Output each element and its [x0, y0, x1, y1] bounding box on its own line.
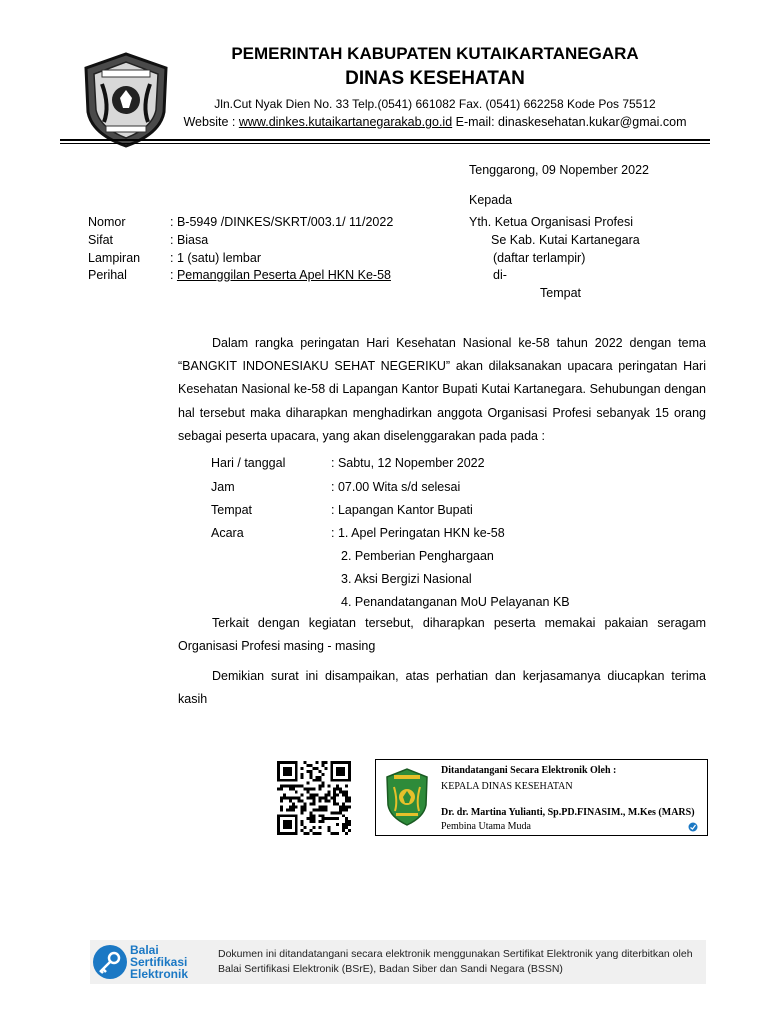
signature-rank: Pembina Utama Muda	[441, 821, 531, 832]
detail-value-acara: : 1. Apel Peringatan HKN ke-58	[331, 526, 505, 540]
recipient-line: Yth. Ketua Organisasi Profesi	[469, 215, 633, 229]
acara-item: 3. Aksi Bergizi Nasional	[341, 572, 472, 586]
detail-label-acara: Acara	[211, 526, 244, 540]
footer-notice-line: Balai Sertifikasi Elektronik (BSrE), Badan Siber dan Sandi Negara (BSSN)	[218, 963, 563, 975]
meta-label-perihal: Perihal	[88, 268, 127, 282]
paragraph-1-line: sebagai peserta upacara, yang akan diselenggarakan pada pada :	[178, 429, 545, 443]
website-label: Website :	[183, 115, 239, 129]
letterhead-address: Jln.Cut Nyak Dien No. 33 Telp.(0541) 661082 Fax. (0541) 662258 Kode Pos 75512	[214, 97, 656, 111]
meta-value-perihal	[170, 268, 391, 282]
signature-position: KEPALA DINAS KESEHATAN	[441, 781, 573, 792]
paragraph-1-line: Dalam rangka peringatan Hari Kesehatan Nasional ke-58 tahun 2022 dengan tema	[212, 336, 706, 350]
detail-value-hari: : Sabtu, 12 Nopember 2022	[331, 456, 485, 470]
detail-label-hari: Hari / tanggal	[211, 456, 286, 470]
meta-label-sifat: Sifat	[88, 233, 114, 247]
meta-value-sifat: : Biasa	[170, 233, 209, 247]
bsre-brand-line: Balai	[130, 943, 159, 957]
bsre-brand-line: Sertifikasi	[130, 955, 188, 969]
meta-value-nomor: : B-5949 /DINKES/SKRT/003.1/ 11/2022	[170, 215, 394, 229]
detail-label-jam: Jam	[211, 480, 235, 494]
paragraph-1-line: “BANGKIT INDONESIAKU SEHAT NEGERIKU” akan dilaksanakan upacara peringatan Hari	[178, 359, 706, 373]
subject-text: Pemanggilan Peserta Apel HKN Ke-58	[176, 268, 391, 282]
recipient-kepada: Kepada	[469, 193, 513, 207]
recipient-line: di-	[493, 268, 507, 282]
paragraph-3-line: kasih	[178, 692, 208, 706]
date-line: Tenggarong, 09 Nopember 2022	[469, 163, 649, 177]
website-link[interactable]: www.dinkes.kutaikartanegarakab.go.id	[238, 115, 453, 129]
detail-label-tempat: Tempat	[211, 503, 252, 517]
qr-code-icon	[274, 761, 354, 835]
paragraph-2-line: Organisasi Profesi masing - masing	[178, 639, 376, 653]
meta-label-lampiran: Lampiran	[88, 251, 141, 265]
verification-mark-icon	[688, 822, 698, 832]
meta-label-nomor: Nomor	[88, 215, 126, 229]
letterhead-rule-thick	[60, 139, 710, 141]
paragraph-3-line: Demikian surat ini disampaikan, atas perhatian dan kerjasamanya diucapkan terima	[212, 669, 706, 683]
letterhead-office-name: DINAS KESEHATAN	[345, 68, 525, 89]
acara-item: 2. Pemberian Penghargaan	[341, 549, 494, 563]
recipient-line: (daftar terlampir)	[493, 251, 586, 265]
email-text: E-mail: dinaskesehatan.kukar@gmai.com	[452, 115, 687, 129]
detail-value-tempat: : Lapangan Kantor Bupati	[331, 503, 473, 517]
bsre-logo-icon	[92, 944, 128, 980]
letterhead-rule-thin	[60, 143, 710, 144]
recipient-line: Tempat	[540, 286, 581, 300]
meta-colon: :	[170, 268, 177, 282]
regency-emblem-logo	[384, 767, 430, 827]
bsre-brand-line: Elektronik	[130, 967, 189, 981]
footer-notice-line: Dokumen ini ditandatangani secara elektronik menggunakan Sertifikat Elektronik yang diterbitkan oleh	[218, 948, 693, 960]
letterhead-government-name: PEMERINTAH KABUPATEN KUTAIKARTANEGARA	[231, 44, 639, 63]
paragraph-1-line: hal tersebut maka diharapkan menghadirkan anggota Organisasi Profesi sebanyak 15 orang	[178, 406, 706, 420]
paragraph-2-line: Terkait dengan kegiatan tersebut, diharapkan peserta memakai pakaian seragam	[212, 616, 706, 630]
signature-name: Dr. dr. Martina Yulianti, Sp.PD.FINASIM., M.Kes (MARS)	[441, 807, 695, 818]
paragraph-1-line: Kesehatan Nasional ke-58 di Lapangan Kantor Bupati Kutai Kartanegara. Sehubungan dengan	[178, 382, 706, 396]
regency-emblem-logo	[80, 50, 172, 150]
letterhead-contact	[160, 115, 710, 129]
recipient-line: Se Kab. Kutai Kartanegara	[491, 233, 640, 247]
meta-value-lampiran: : 1 (satu) lembar	[170, 251, 262, 265]
acara-item: 4. Penandatanganan MoU Pelayanan KB	[341, 595, 570, 609]
detail-value-jam: : 07.00 Wita s/d selesai	[331, 480, 461, 494]
signature-signed-by: Ditandatangani Secara Elektronik Oleh :	[441, 765, 617, 776]
